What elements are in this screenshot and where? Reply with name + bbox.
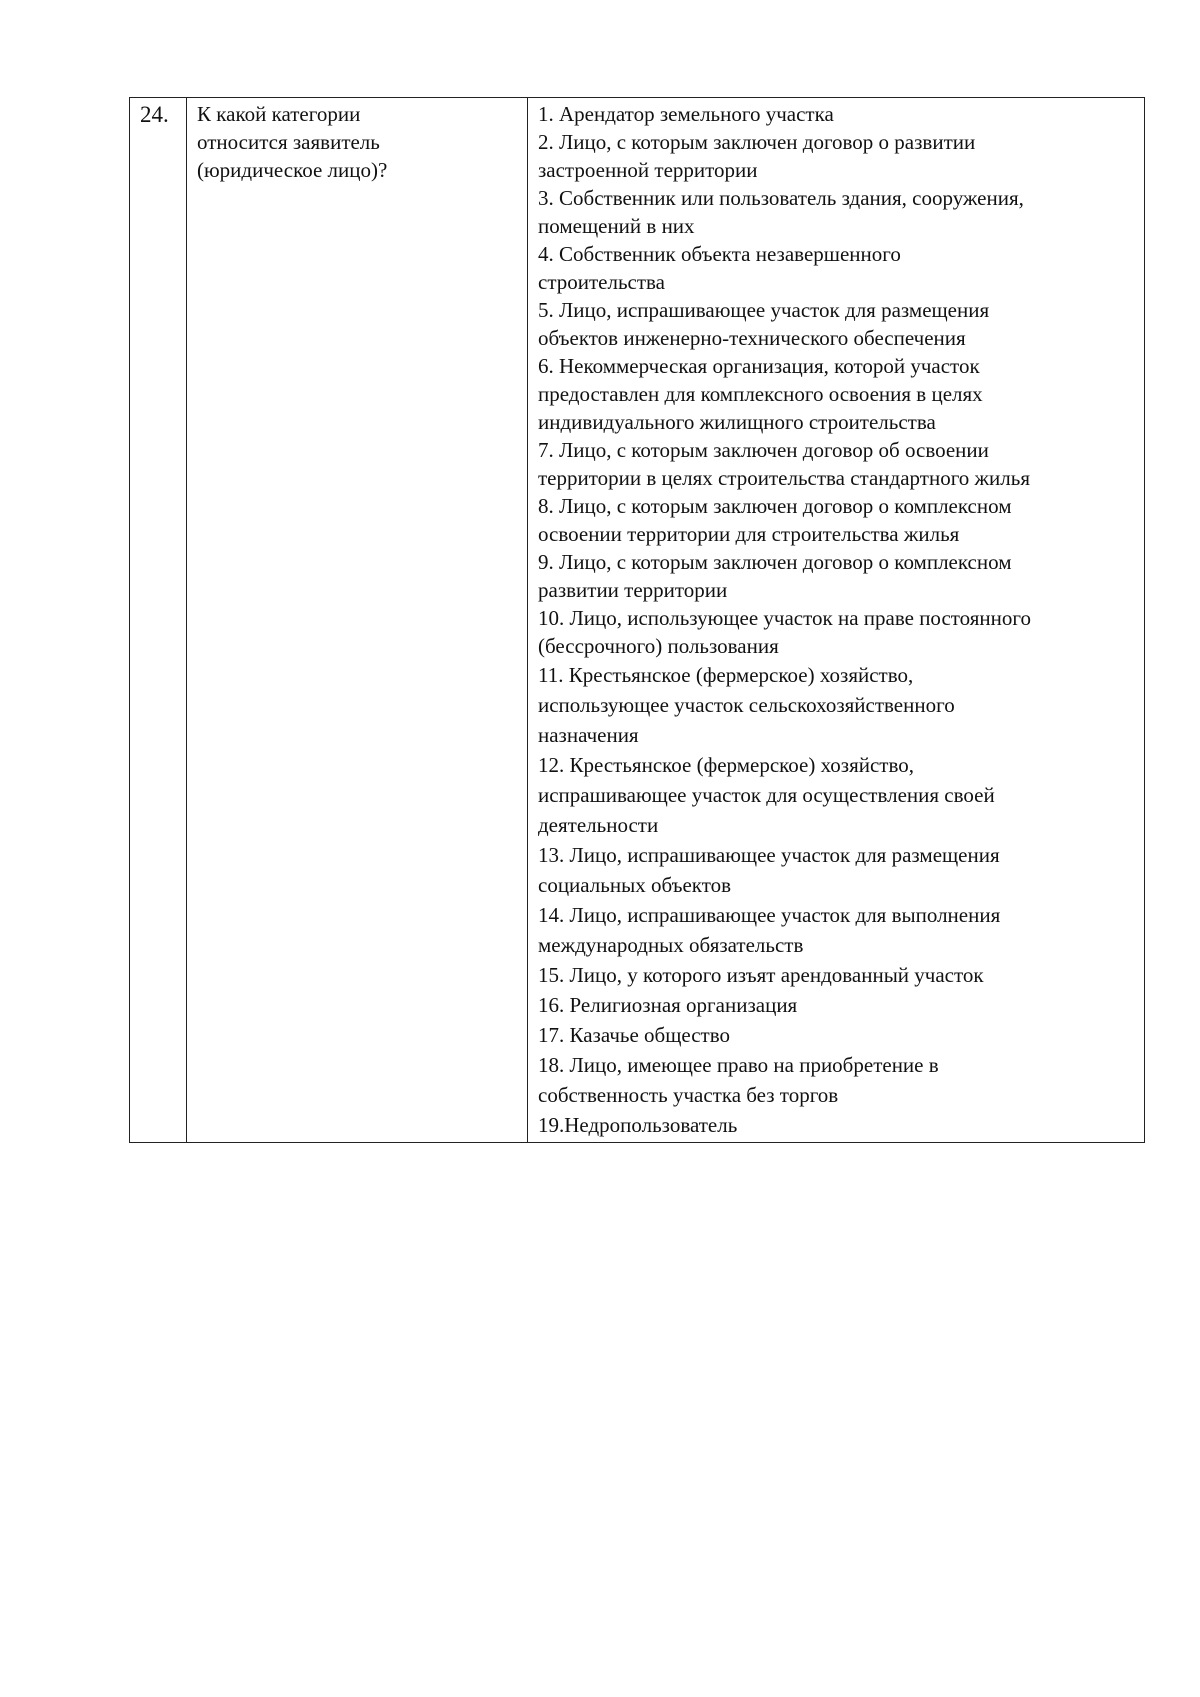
answers-cell	[528, 98, 1145, 1143]
question-number: 24.	[140, 102, 169, 127]
answer-option: 17. Казачье общество	[538, 1023, 731, 1047]
answer-option: 15. Лицо, у которого изъят арендованный участок	[538, 963, 984, 987]
answer-option: 19.Недропользователь	[538, 1113, 738, 1137]
answer-option: 6. Некоммерческая организация, которой участок предоставлен для комплексного освоения в целях индивидуального жилищного строительства	[538, 354, 983, 434]
question-cell	[187, 98, 528, 1143]
answer-option: 13. Лицо, испрашивающее участок для размещения социальных объектов	[538, 843, 1000, 897]
answer-option: 12. Крестьянское (фермерское) хозяйство, испрашивающее участок для осуществления своей деятельности	[538, 753, 995, 837]
question-table	[129, 97, 1145, 1143]
answer-option: 14. Лицо, испрашивающее участок для выполнения международных обязательств	[538, 903, 1001, 957]
answer-option: 3. Собственник или пользователь здания, сооружения, помещений в них	[538, 186, 1024, 238]
number-cell	[130, 98, 187, 1143]
answer-option: 10. Лицо, использующее участок на праве постоянного (бессрочного) пользования	[538, 606, 1031, 658]
table-row	[130, 98, 1145, 1143]
answer-option: 16. Религиозная организация	[538, 993, 798, 1017]
answer-option: 2. Лицо, с которым заключен договор о развитии застроенной территории	[538, 130, 976, 182]
answer-option: 11. Крестьянское (фермерское) хозяйство, использующее участок сельскохозяйственного назначения	[538, 663, 955, 747]
answer-option: 9. Лицо, с которым заключен договор о комплексном развитии территории	[538, 550, 1012, 602]
answer-option: 4. Собственник объекта незавершенного строительства	[538, 242, 901, 294]
answer-option: 5. Лицо, испрашивающее участок для размещения объектов инженерно-технического обеспечения	[538, 298, 990, 350]
answer-option: 7. Лицо, с которым заключен договор об освоении территории в целях строительства стандартного жилья	[538, 438, 1030, 490]
answer-option: 1. Арендатор земельного участка	[538, 102, 834, 126]
answer-option: 18. Лицо, имеющее право на приобретение в собственность участка без торгов	[538, 1053, 939, 1107]
answer-list	[528, 98, 1144, 1142]
answer-option: 8. Лицо, с которым заключен договор о комплексном освоении территории для строительства жилья	[538, 494, 1012, 546]
question-text: К какой категории относится заявитель (юридическое лицо)?	[197, 102, 388, 182]
